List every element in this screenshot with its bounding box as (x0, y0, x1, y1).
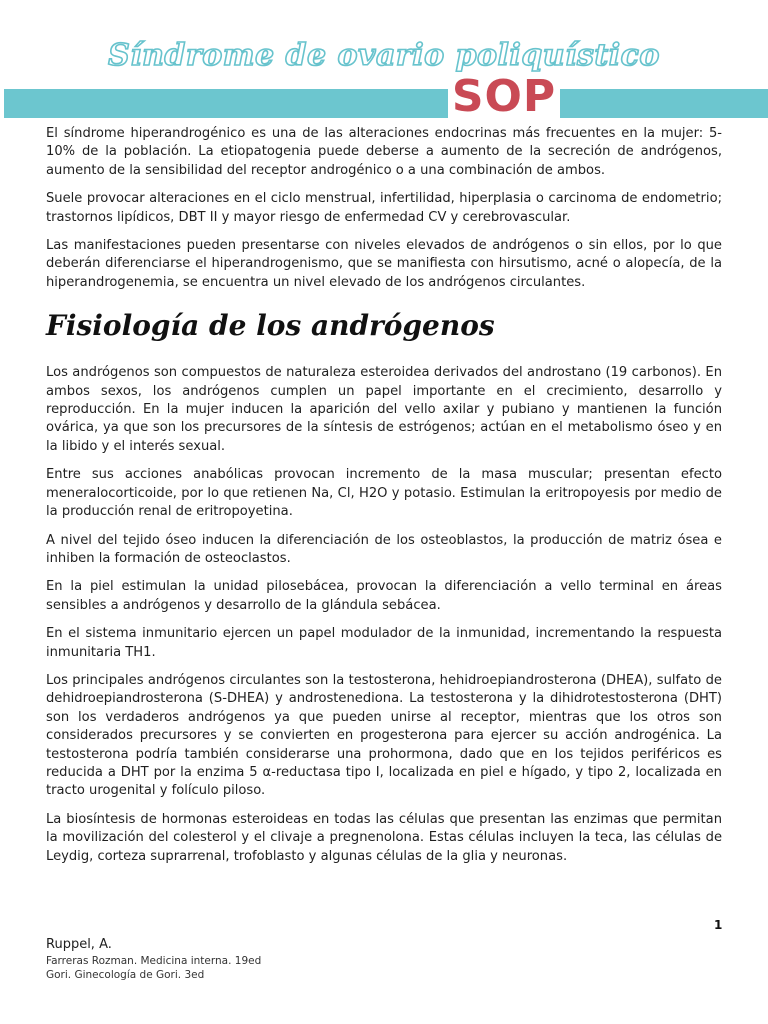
document-body (46, 125, 722, 876)
reference-item: Farreras Rozman. Medicina interna. 19ed (46, 955, 262, 967)
intro-paragraph: Las manifestaciones pueden presentarse con niveles elevados de andrógenos o sin ellos, por lo que deberán diferenciarse el hiperandrogenismo, que se manifiesta con hirsutismo, acné o alopecía, de la hiperandrogenemia, se encuentra un nivel elevado de los andrógenos circulantes. (46, 238, 722, 290)
intro-paragraph: El síndrome hiperandrogénico es una de las alteraciones endocrinas más frecuentes en la mujer: 5-10% de la población. La etiopatogenia puede deberse a aumento de la secreción de andrógenos, aumento de la sensibilidad del receptor androgénico o a una combinación de ambos. (46, 126, 722, 178)
header-band (4, 89, 768, 118)
abbreviation-label: SOP (451, 71, 557, 122)
references (46, 936, 261, 982)
section-paragraph: Los principales andrógenos circulantes son la testosterona, hehidroepiandrosterona (DHEA), sulfato de dehidroepiandrosterona (S-DHEA) y androstenediona. La testosterona y la dihidrotestosterona (DHT) son los verdaderos andrógenos ya que pueden unirse al receptor, mientras que los otros son considerados precursores y se convierten en progesterona para ejercer su acción androgénica. La testosterona podría también considerarse una prohormona, dado que en los tejidos periféricos es reducida a DHT por la enzima 5 α-reductasa tipo I, localizada en piel e hígado, y tipo 2, localizada en tracto urogenital y folículo piloso. (46, 672, 722, 799)
reference-item: Gori. Ginecología de Gori. 3ed (46, 969, 205, 981)
section-paragraph: En la piel estimulan la unidad pilosebácea, provocan la diferenciación a vello terminal en áreas sensibles a andrógenos y desarrollo de la glándula sebácea. (46, 579, 722, 613)
page-number: 1 (714, 918, 723, 932)
section-paragraph: En el sistema inmunitario ejercen un papel modulador de la inmunidad, incrementando la respuesta inmunitaria TH1. (46, 626, 722, 660)
author-name: Ruppel, A. (46, 937, 112, 952)
section-paragraph: Los andrógenos son compuestos de naturaleza esteroidea derivados del androstano (19 carbonos). En ambos sexos, los andrógenos cumplen un papel importante en el crecimiento, desarrollo y reproducción. En la mujer inducen la aparición del vello axilar y pubiano y mantienen la función ovárica, ya que son los precursores de la síntesis de estrógenos; actúan en el metabolismo óseo y en la libido y el interés sexual. (46, 365, 722, 454)
section-heading: Fisiología de los andrógenos (46, 309, 495, 343)
section-paragraph: La biosíntesis de hormonas esteroideas en todas las células que presentan las enzimas que permitan la movilización del colesterol y el clivaje a pregnenolona. Estas células incluyen la teca, las células de Leydig, corteza suprarrenal, trofoblasto y algunas células de la glia y neuronas. (46, 811, 722, 864)
page-title: Síndrome de ovario poliquístico (108, 38, 660, 73)
section-paragraph: A nivel del tejido óseo inducen la diferenciación de los osteoblastos, la producción de matriz ósea e inhiben la formación de osteoclastos. (46, 532, 722, 566)
section-paragraph: Entre sus acciones anabólicas provocan incremento de la masa muscular; presentan efecto meneralocorticoide, por lo que retienen Na, Cl, H2O y potasio. Estimulan la eritropoyesis por medio de la producción renal de eritropoyetina. (46, 467, 722, 520)
intro-paragraph: Suele provocar alteraciones en el ciclo menstrual, infertilidad, hiperplasia o carcinoma de endometrio; trastornos lipídicos, DBT II y mayor riesgo de enfermedad CV y cerebrovascular. (46, 191, 722, 225)
